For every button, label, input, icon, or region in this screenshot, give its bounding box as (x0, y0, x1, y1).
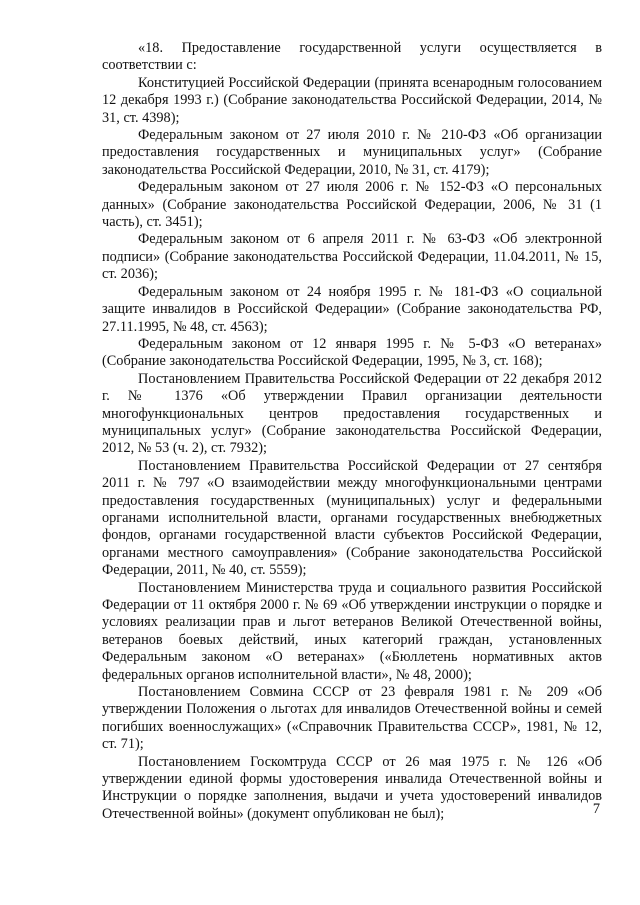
paragraph-decree-1376: Постановлением Правительства Российской Федерации от 22 декабря 2012 г. № 1376 «Об утверждении Правил организации деятельности многофункциональных центров предоставления государственных и муниципальных услуг» (Собрание законодательства Российской Федерации, 2012, № 53 (ч. 2), ст. 7932); (102, 370, 602, 457)
paragraph-law-5: Федеральным законом от 12 января 1995 г. № 5-ФЗ «О ветеранах» (Собрание законодательства Российской Федерации, 1995, № 3, ст. 168); (102, 335, 602, 370)
paragraph-law-152: Федеральным законом от 27 июля 2006 г. № 152-ФЗ «О персональных данных» (Собрание законодательства Российской Федерации, 2006, № 31 (1 часть), ст. 3451); (102, 179, 602, 231)
paragraph-decree-209: Постановлением Совмина СССР от 23 февраля 1981 г. № 209 «Об утверждении Положения о льготах для инвалидов Отечественной войны и семей погибших военнослужащих» («Справочник Правительства СССР», 1981, № 12, ст. 71); (102, 684, 602, 753)
paragraph-decree-797: Постановлением Правительства Российской Федерации от 27 сентября 2011 г. № 797 «О взаимодействии между многофункциональными центрами предоставления государственных (муниципальных) услуг и федеральными органами исполнительной власти, органами государственных внебюджетных фондов, органами государственной власти субъектов Российской Федерации, органами местного самоуправления» (Собрание законодательства Российской Федерации, 2011, № 40, ст. 5559); (102, 457, 602, 579)
paragraph-law-210: Федеральным законом от 27 июля 2010 г. № 210-ФЗ «Об организации предоставления государственных и муниципальных услуг» (Собрание законодательства Российской Федерации, 2010, № 31, ст. 4179); (102, 127, 602, 178)
paragraph-decree-69: Постановлением Министерства труда и социального развития Российской Федерации от 11 октября 2000 г. № 69 «Об утверждении инструкции о порядке и условиях реализации прав и льгот ветеранов Великой Отечественной войны, ветеранов боевых действий, иных категорий граждан, установленных Федеральным законом «О ветеранах» («Бюллетень нормативных актов федеральных органов исполнительной власти», № 48, 2000); (102, 579, 602, 683)
paragraph-law-63: Федеральным законом от 6 апреля 2011 г. № 63-ФЗ «Об электронной подписи» (Собрание законодательства Российской Федерации, 11.04.2011, № 15, ст. 2036); (102, 231, 602, 283)
paragraph-decree-126: Постановлением Госкомтруда СССР от 26 мая 1975 г. № 126 «Об утверждении единой формы удостоверения инвалида Отечественной войны и Инструкции о порядке заполнения, выдачи и учета удостоверений инвалидов Отечественной войны» (документ опубликован не был); (102, 753, 602, 822)
paragraph-intro: «18. Предоставление государственной услуги осуществляется в соответствии с: (102, 40, 602, 74)
page-number: 7 (592, 801, 600, 817)
paragraph-law-181: Федеральным законом от 24 ноября 1995 г. № 181-ФЗ «О социальной защите инвалидов в Российской Федерации» (Собрание законодательства РФ, 27.11.1995, № 48, ст. 4563); (102, 283, 602, 335)
document-body (102, 40, 602, 823)
paragraph-constitution: Конституцией Российской Федерации (принята всенародным голосованием 12 декабря 1993 г.) (Собрание законодательства Российской Федерации, 2014, № 31, ст. 4398); (102, 74, 602, 126)
